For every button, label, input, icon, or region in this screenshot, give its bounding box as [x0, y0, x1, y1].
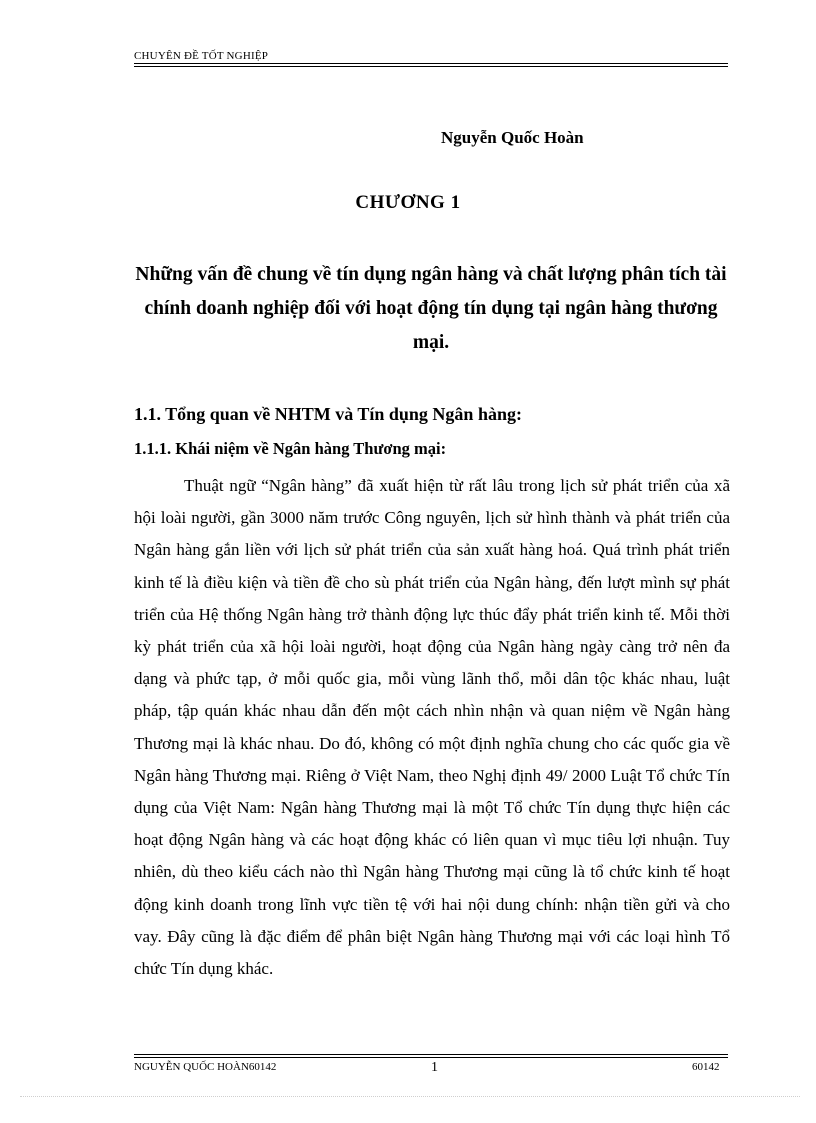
running-header: CHUYÊN ĐỀ TỐT NGHIỆP	[134, 50, 269, 62]
header-rule-bottom	[134, 66, 728, 67]
header-rule-top	[134, 63, 728, 64]
footer-rule-bottom	[134, 1057, 728, 1058]
page-break-line	[20, 1096, 800, 1097]
section-heading-1-1-1: 1.1.1. Khái niệm về Ngân hàng Thương mại:	[134, 439, 447, 458]
section-heading-1-1: 1.1. Tổng quan về NHTM và Tín dụng Ngân hàng:	[134, 404, 522, 424]
body-paragraph: Thuật ngữ “Ngân hàng” đã xuất hiện từ rất lâu trong lịch sử phát triển của xã hội loài người, gần 3000 năm trước Công nguyên, lịch sử hình thành và phát triển của Ngân hàng gắn liền với lịch sử phát triển của sản xuất hàng hoá. Quá trình phát triển kinh tế là điều kiện và tiền đề cho sù phát triển của Ngân hàng, đến lượt mình sự phát triển của Hệ thống Ngân hàng trở thành động lực thúc đẩy phát triển kinh tế. Mỗi thời kỳ phát triển của xã hội loài người, hoạt động của Ngân hàng ngày càng trở nên đa dạng và phức tạp, ở mỗi quốc gia, mỗi vùng lãnh thổ, mỗi dân tộc khác nhau, luật pháp, tập quán khác nhau dẫn đến một cách nhìn nhận và quan niệm về Ngân hàng Thương mại là khác nhau. Do đó, không có một định nghĩa chung cho các quốc gia về Ngân hàng Thương mại. Riêng ở Việt Nam, theo Nghị định 49/ 2000 Luật Tổ chức Tín dụng của Việt Nam: Ngân hàng Thương mại là một Tổ chức Tín dụng thực hiện các hoạt động Ngân hàng và các hoạt động khác có liên quan vì mục tiêu lợi nhuận. Tuy nhiên, dù theo kiểu cách nào thì Ngân hàng Thương mại cũng là tổ chức kinh tế hoạt động kinh doanh trong lĩnh vực tiền tệ với hai nội dung chính: nhận tiền gửi và cho vay. Đây cũng là đặc điểm để phân biệt Ngân hàng Thương mại với các loại hình Tổ chức Tín dụng khác.	[134, 476, 730, 979]
footer-code: 60142	[692, 1061, 720, 1073]
page-number: 1	[431, 1060, 438, 1075]
chapter-heading: CHƯƠNG 1	[355, 192, 461, 213]
footer-author: NGUYỄN QUỐC HOÀN60142	[134, 1061, 277, 1073]
footer-rule-top	[134, 1054, 728, 1055]
author-name: Nguyễn Quốc Hoàn	[441, 128, 584, 147]
chapter-title: Những vấn đề chung về tín dụng ngân hàng và chất lượng phân tích tài chính doanh nghiệp đối với hoạt động tín dụng tại ngân hàng thương mại.	[135, 264, 727, 353]
